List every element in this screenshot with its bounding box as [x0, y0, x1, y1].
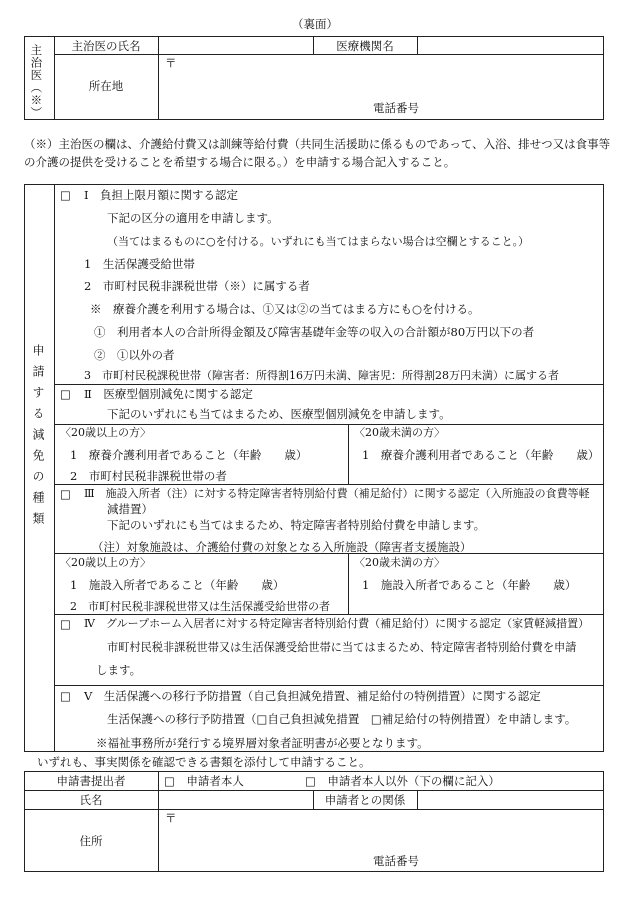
submitter-address-label: 住所 — [79, 834, 103, 848]
section-3-left-item2[interactable]: 2 市町村民税非課税世帯又は生活保護受給世帯の者 — [70, 600, 330, 613]
doctor-name-field[interactable] — [159, 38, 312, 52]
submitter-relation-label: 申請者との関係 — [324, 793, 406, 807]
section-4-line1: 市町村民税非課税世帯又は生活保護受給世帯に当てはまるため、特定障害者特別給付費を申請 — [107, 641, 577, 654]
submitter-postal-mark: 〒 — [165, 811, 177, 825]
section-3-left-header: 〈20歳以上の方〉 — [60, 556, 151, 569]
section-3-title-cont: 減措置） — [107, 502, 153, 516]
submitter-option-self[interactable]: □ 申請者本人 — [164, 774, 244, 788]
section-4-checkbox[interactable]: □ — [60, 617, 71, 631]
doctor-phone-label: 電話番号 — [373, 101, 419, 115]
reduction-side-label: 申請する減免の種類 — [31, 344, 45, 533]
section-2-title: Ⅱ 医療型個別減免に関する認定 — [84, 387, 253, 401]
section-1-item2[interactable]: 2 市町村民税非課税世帯（※）に属する者 — [84, 279, 310, 293]
doctor-note-line2: の介護の提供を受けることを希望する場合に限る。）を申請する場合記入すること。 — [24, 155, 456, 169]
section-3-line1: 下記のいずれにも当てはまるため、特定障害者特別給付費を申請します。 — [107, 518, 486, 532]
submitter-label: 申請書提出者 — [56, 774, 126, 788]
section-2-right-item1[interactable]: 1 療養介護利用者であること（年齢 歳） — [362, 448, 600, 462]
submitter-name-label: 氏名 — [79, 793, 103, 807]
doctor-address-label: 所在地 — [88, 79, 124, 93]
section-2-left-item1[interactable]: 1 療養介護利用者であること（年齢 歳） — [70, 448, 308, 462]
section-1-item1[interactable]: 1 生活保護受給世帯 — [84, 257, 195, 271]
section-5-line1: 生活保護への移行予防措置（□自己負担減免措置 □補足給付の特例措置）を申請します。 — [107, 712, 577, 726]
doctor-side-label: 主治医（※） — [29, 44, 44, 119]
section-3-left-item1[interactable]: 1 施設入所者であること（年齢 歳） — [70, 578, 285, 592]
section-2-right-header: 〈20歳未満の方〉 — [354, 426, 445, 439]
section-1-line1: 下記の区分の適用を申請します。 — [107, 211, 279, 225]
section-1-title: Ⅰ 負担上限月額に関する認定 — [84, 188, 239, 202]
submitter-name-field[interactable] — [159, 791, 312, 808]
section-5-note: ※福祉事務所が発行する境界層対象者証明書が必要となります。 — [96, 736, 429, 750]
section-3-checkbox[interactable]: □ — [60, 487, 71, 501]
section-3-right-item1[interactable]: 1 施設入所者であること（年齢 歳） — [362, 578, 577, 592]
doctor-postal-mark: 〒 — [165, 56, 177, 70]
doctor-name-label: 主治医の氏名 — [71, 39, 141, 53]
section-1-sub1[interactable]: ① 利用者本人の合計所得金額及び障害基礎年金等の収入の合計額が80万円以下の者 — [94, 325, 535, 339]
section-5-checkbox[interactable]: □ — [60, 689, 71, 703]
section-4-line2: します。 — [96, 663, 142, 677]
section-5-title: Ⅴ 生活保護への移行予防措置（自己負担減免措置、補足給付の特例措置）に関する認定 — [84, 689, 541, 703]
section-1-line2: （当てはまるものに○を付ける。いずれにも当てはまらない場合は空欄とすること。） — [107, 235, 530, 248]
submitter-phone-label: 電話番号 — [373, 854, 419, 868]
section-3-title: Ⅲ 施設入所者（注）に対する特定障害者特別給付費（補足給付）に関する認定（入所施設の食費等軽 — [84, 487, 590, 500]
section-4-title: Ⅳ グループホーム入居者に対する特定障害者特別給付費（補足給付）に関する認定（家賃軽減措置） — [84, 617, 590, 630]
section-1-checkbox[interactable]: □ — [60, 188, 71, 202]
section-2-line1: 下記のいずれにも当てはまるため、医療型個別減免を申請します。 — [107, 407, 451, 421]
section-1-note: ※ 療養介護を利用する場合は、①又は②の当てはまる方にも○を付ける。 — [90, 302, 480, 316]
doctor-institution-field[interactable] — [418, 38, 602, 52]
doctor-institution-label: 医療機関名 — [336, 39, 394, 53]
page-title: （裏面） — [292, 17, 338, 31]
section-1-sub2[interactable]: ② ①以外の者 — [94, 348, 175, 362]
section-3-note: （注）対象施設は、介護給付費の対象となる入所施設（障害者支援施設） — [92, 540, 472, 554]
section-1-item3[interactable]: 3 市町村民税課税世帯（障害者：所得割16万円未満、障害児：所得割28万円未満）に属する者 — [84, 369, 559, 382]
section-2-checkbox[interactable]: □ — [60, 387, 71, 401]
section-2-left-item2[interactable]: 2 市町村民税非課税世帯の者 — [70, 469, 227, 483]
submitter-relation-field[interactable] — [418, 791, 602, 808]
section-2-left-header: 〈20歳以上の方〉 — [60, 426, 151, 439]
doctor-note-line1: （※）主治医の欄は、介護給付費又は訓練等給付費（共同生活援助に係るものであって、入浴、排せつ又は食事等 — [24, 137, 611, 151]
attach-note: いずれも、事実関係を確認できる書類を添付して申請すること。 — [37, 755, 371, 769]
section-3-right-header: 〈20歳未満の方〉 — [354, 556, 445, 569]
submitter-option-other[interactable]: □ 申請者本人以外（下の欄に記入） — [305, 774, 500, 788]
